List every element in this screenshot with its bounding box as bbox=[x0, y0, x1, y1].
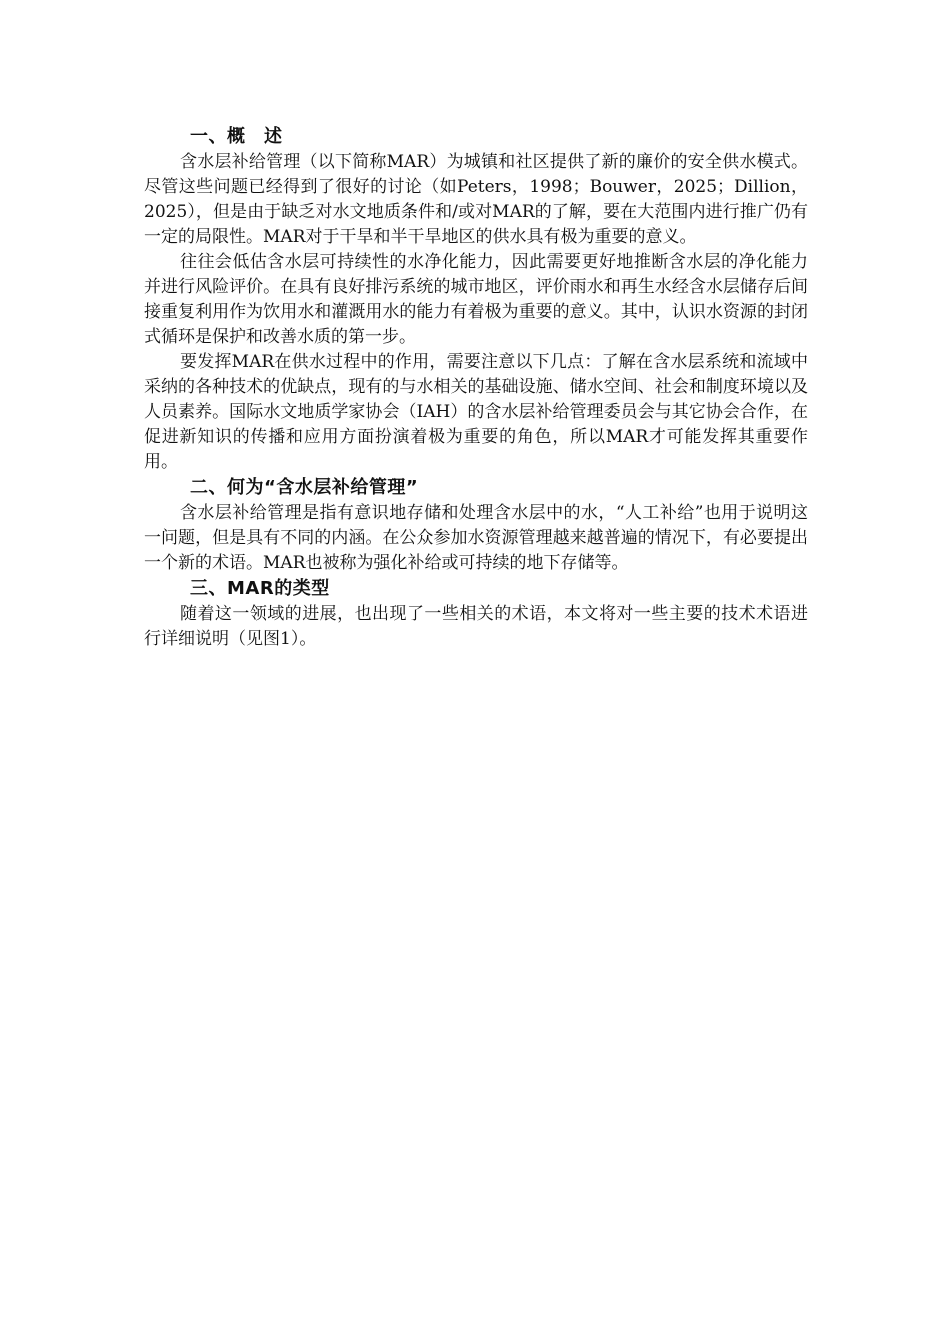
paragraph: 随着这一领域的进展，也出现了一些相关的术语，本文将对一些主要的技术术语进行详细说明（见图1）。 bbox=[144, 604, 808, 649]
section-heading-definition: 二、何为“含水层补给管理” bbox=[190, 477, 419, 498]
document-body bbox=[144, 124, 808, 652]
section-heading-overview: 一、概 述 bbox=[190, 126, 283, 147]
paragraph: 往往会低估含水层可持续性的水净化能力，因此需要更好地推断含水层的净化能力并进行风险评价。在具有良好排污系统的城市地区，评价雨水和再生水经含水层储存后间接重复利用作为饮用水和灌溉用水的能力有着极为重要的意义。其中，认识水资源的封闭式循环是保护和改善水质的第一步。 bbox=[144, 252, 808, 347]
paragraph: 要发挥MAR在供水过程中的作用，需要注意以下几点：了解在含水层系统和流域中采纳的各种技术的优缺点，现有的与水相关的基础设施、储水空间、社会和制度环境以及人员素养。国际水文地质学家协会（IAH）的含水层补给管理委员会与其它协会合作，在促进新知识的传播和应用方面扮演着极为重要的角色，所以MAR才可能发挥其重要作用。 bbox=[144, 352, 808, 472]
section-heading-types: 三、MAR的类型 bbox=[190, 578, 330, 599]
paragraph: 含水层补给管理是指有意识地存储和处理含水层中的水，“人工补给”也用于说明这一问题，但是具有不同的内涵。在公众参加水资源管理越来越普遍的情况下，有必要提出一个新的术语。MAR也被称为强化补给或可持续的地下存储等。 bbox=[144, 503, 808, 573]
paragraph: 含水层补给管理（以下简称MAR）为城镇和社区提供了新的廉价的安全供水模式。尽管这些问题已经得到了很好的讨论（如Peters，1998；Bouwer，2025；Dillion，2025），但是由于缺乏对水文地质条件和/或对MAR的了解，要在大范围内进行推广仍有一定的局限性。MAR对于干旱和半干旱地区的供水具有极为重要的意义。 bbox=[144, 152, 808, 247]
